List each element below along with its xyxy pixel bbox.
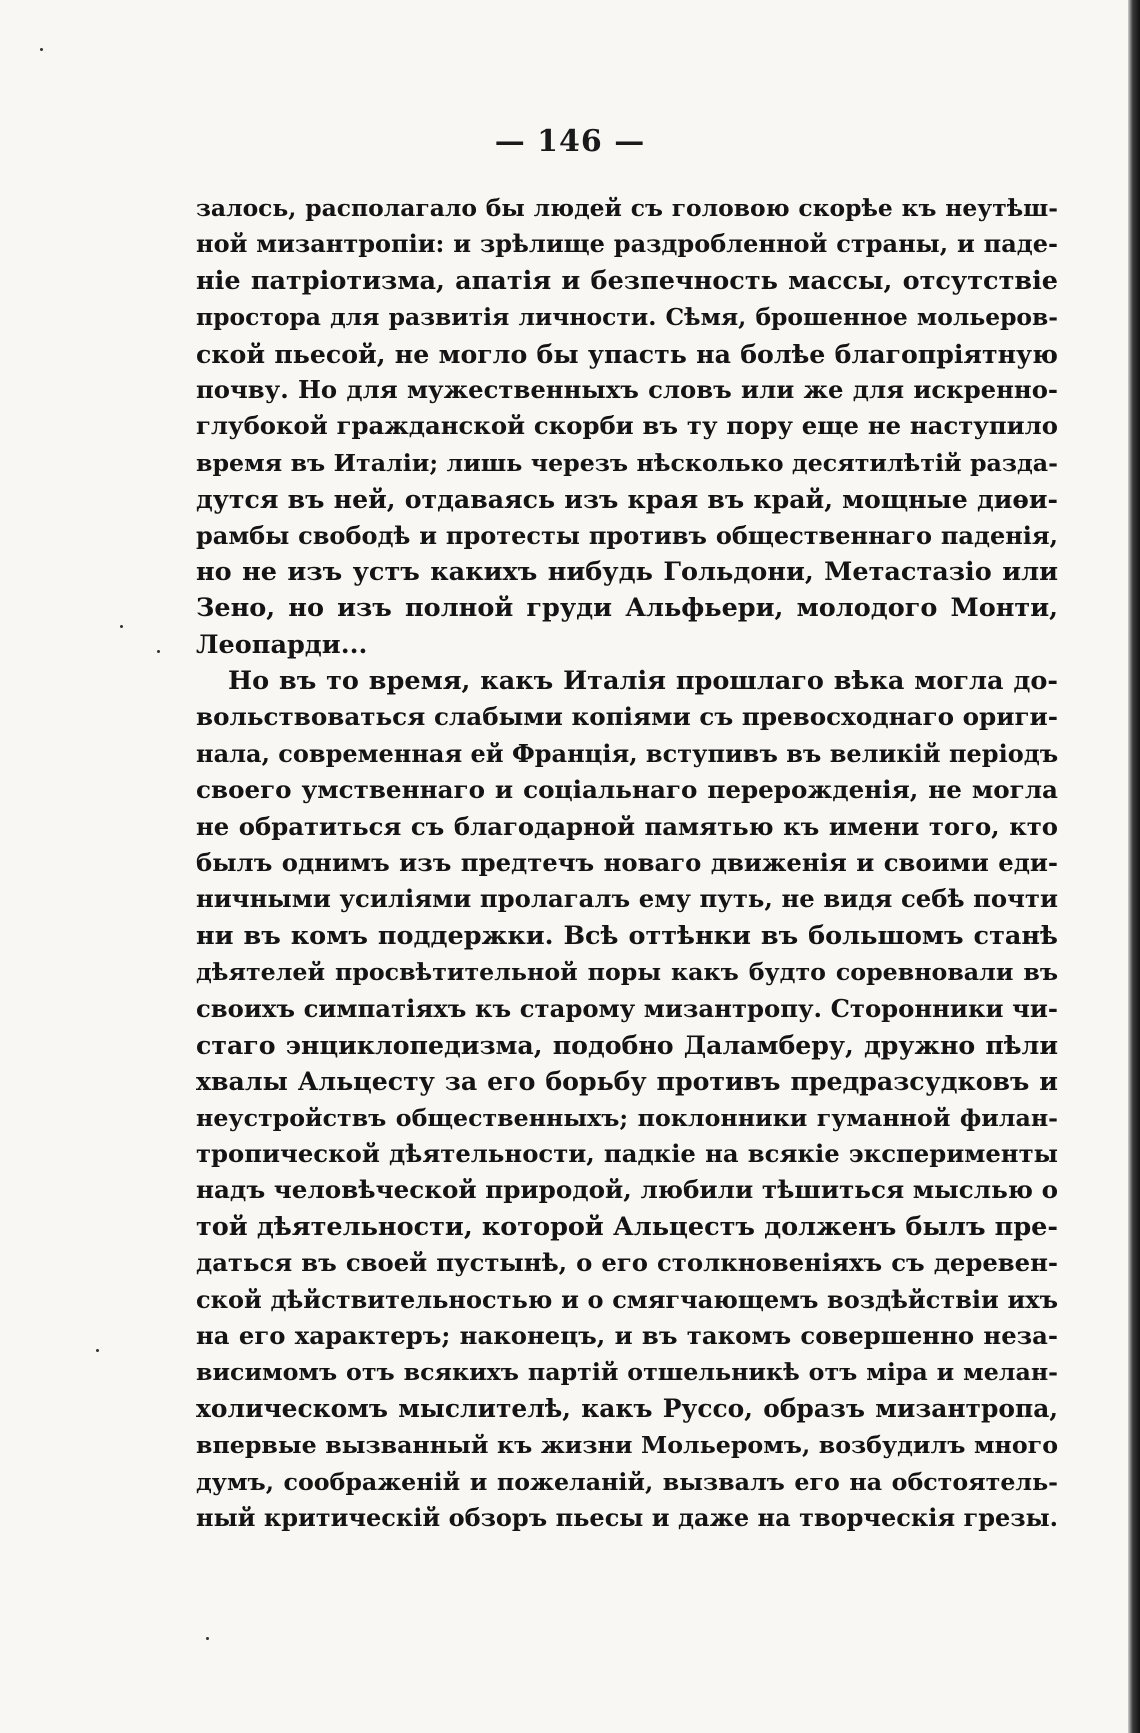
text-line: своихъ симпатіяхъ къ старому мизантропу. Сторонники чи- (196, 993, 1058, 1023)
text-line: думъ, соображеній и пожеланій, вызвалъ его на обстоятель- (196, 1467, 1058, 1496)
text-line: простора для развитія личности. Сѣмя, брошенное мольеров- (196, 303, 1058, 332)
text-line: ской пьесой, не могло бы упасть на болѣе благопріятную (196, 338, 1058, 369)
scan-speck (40, 48, 43, 51)
text-line: дѣятелей просвѣтительной поры какъ будто соревновали въ (196, 958, 1058, 987)
page-number: — 146 — (494, 124, 646, 159)
text-line: хвалы Альцесту за его борьбу противъ предразсудковъ и (196, 1066, 1058, 1097)
page-edge-shadow (1128, 0, 1140, 1733)
text-line: тропической дѣятельности, падкіе на всякіе эксперименты (196, 1139, 1058, 1169)
text-line: надъ человѣческой природой, любили тѣшиться мыслью о (196, 1175, 1058, 1205)
scan-speck (206, 1637, 209, 1640)
text-line: ніе патріотизма, апатія и безпечность массы, отсутствіе (196, 265, 1058, 296)
scan-speck (157, 650, 160, 653)
text-line: Леопарди... (196, 629, 368, 660)
text-line: своего умственнаго и соціальнаго перерожденія, не могла (196, 775, 1058, 805)
text-line: неустройствъ общественныхъ; поклонники гуманной филан- (196, 1103, 1058, 1132)
text-line: ничными усиліями пролагалъ ему путь, не видя себѣ почти (196, 884, 1058, 914)
text-line: рамбы свободѣ и протесты противъ общественнаго паденія, (196, 520, 1058, 550)
text-line: на его характеръ; наконецъ, и въ такомъ совершенно неза- (196, 1321, 1058, 1351)
text-line: холическомъ мыслителѣ, какъ Руссо, образъ мизантропа, (196, 1393, 1058, 1423)
text-line: той дѣятельности, которой Альцестъ долженъ былъ пре- (196, 1211, 1058, 1242)
text-line: время въ Италіи; лишь черезъ нѣсколько десятилѣтій разда- (196, 448, 1058, 477)
text-line: ный критическій обзоръ пьесы и даже на творческія грезы. (196, 1502, 1058, 1532)
scan-speck (96, 1349, 99, 1352)
text-line: ни въ комъ поддержки. Всѣ оттѣнки въ большомъ станѣ (196, 920, 1058, 951)
paragraph-2 (196, 663, 1058, 1536)
text-line: вольствоваться слабыми копіями съ превосходнаго ориги- (196, 702, 1058, 732)
text-line: залось, располагало бы людей съ головою скорѣе къ неутѣш- (196, 194, 1058, 222)
text-line: ной мизантропіи: и зрѣлище раздробленной страны, и паде- (196, 229, 1058, 259)
scan-speck (120, 625, 123, 628)
text-line: былъ однимъ изъ предтечъ новаго движенія и своими еди- (196, 847, 1058, 877)
paragraph-1 (196, 190, 1058, 663)
text-line: нала, современная ей Франція, вступивъ въ великій періодъ (196, 738, 1058, 768)
text-line: ской дѣйствительностью и о смягчающемъ воздѣйствіи ихъ (196, 1284, 1058, 1314)
text-line: впервые вызванный къ жизни Мольеромъ, возбудилъ много (196, 1431, 1058, 1460)
text-line: висимомъ отъ всякихъ партій отшельникѣ отъ міра и мелан- (196, 1358, 1058, 1387)
text-line: Зено, но изъ полной груди Альфьери, молодого Монти, (196, 593, 1058, 624)
text-line: почву. Но для мужественныхъ словъ или же для искренно- (196, 374, 1058, 404)
text-line: не обратиться съ благодарной памятью къ имени того, кто (196, 811, 1058, 841)
text-line: Но въ то время, какъ Италія прошлаго вѣка могла до- (228, 666, 1058, 696)
text-line: глубокой гражданской скорби въ ту пору еще не наступило (196, 411, 1058, 441)
text-line: даться въ своей пустынѣ, о его столкновеніяхъ съ деревен- (196, 1248, 1058, 1278)
text-line: но не изъ устъ какихъ нибудь Гольдони, Метастазіо или (196, 556, 1058, 587)
text-line: стаго энциклопедизма, подобно Даламберу, дружно пѣли (196, 1029, 1058, 1060)
text-line: дутся въ ней, отдаваясь изъ края въ край, мощные диѳи- (196, 484, 1058, 515)
